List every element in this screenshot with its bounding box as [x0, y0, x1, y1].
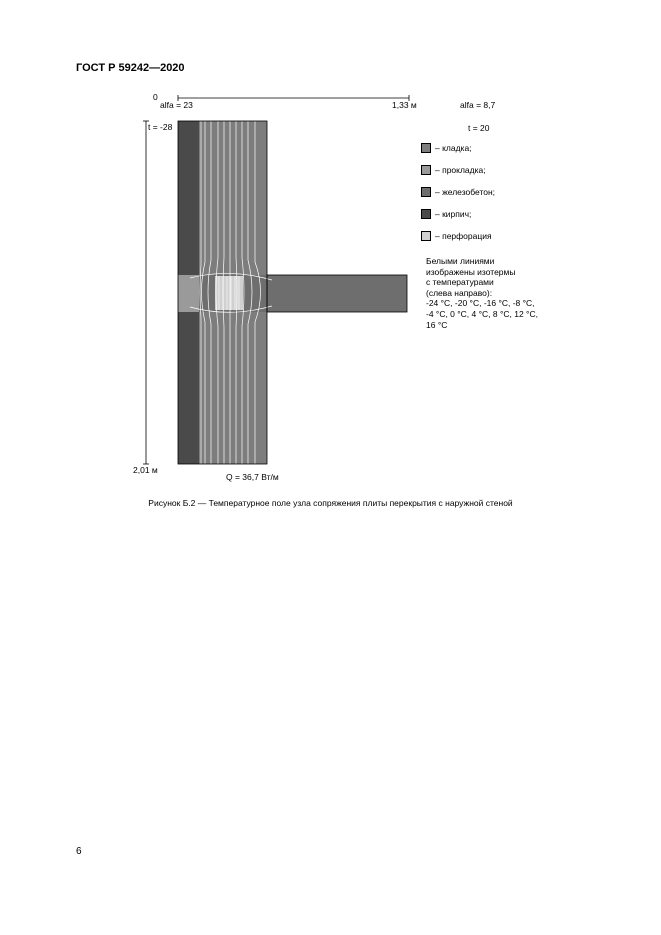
height-dimension-label: 2,01 м [133, 465, 158, 475]
note-line: изображены изотермы [426, 266, 516, 277]
isotherm-note [426, 256, 566, 330]
outer-temperature-label: t = -28 [148, 122, 173, 132]
legend-swatch [421, 209, 431, 219]
legend-swatch [421, 231, 431, 241]
legend-swatch [421, 165, 431, 175]
note-line: -24 °C, -20 °C, -16 °C, -8 °C, [426, 298, 535, 309]
note-line: с температурами [426, 277, 494, 288]
legend-label: – перфорация [435, 231, 492, 241]
legend-swatch [421, 187, 431, 197]
legend-swatch [421, 143, 431, 153]
document-header: ГОСТ Р 59242—2020 [76, 62, 185, 74]
legend-label: – кладка; [435, 143, 472, 153]
note-line: 16 °C [426, 319, 448, 330]
note-line: Белыми линиями [426, 256, 495, 266]
note-line: (слева направо): [426, 287, 493, 298]
reinforced-concrete-slab [178, 275, 407, 312]
note-line: -4 °C, 0 °C, 4 °C, 8 °C, 12 °C, [426, 308, 538, 319]
width-dimension-label: 1,33 м [392, 100, 417, 110]
outer-alfa-label: alfa = 23 [160, 100, 193, 110]
inner-temperature-label: t = 20 [468, 123, 490, 133]
legend-label: – кирпич; [435, 209, 472, 219]
width-origin-label: 0 [153, 92, 158, 102]
legend-label: – прокладка; [435, 165, 486, 175]
legend-label: – железобетон; [435, 187, 496, 197]
figure-caption: Рисунок Б.2 — Температурное поле узла сопряжения плиты перекрытия с наружной стеной [148, 498, 513, 508]
gasket-layer [178, 275, 199, 312]
heat-flow-label: Q = 36,7 Вт/м [226, 472, 279, 482]
page-number: 6 [76, 846, 82, 857]
inner-alfa-label: alfa = 8,7 [460, 100, 496, 110]
